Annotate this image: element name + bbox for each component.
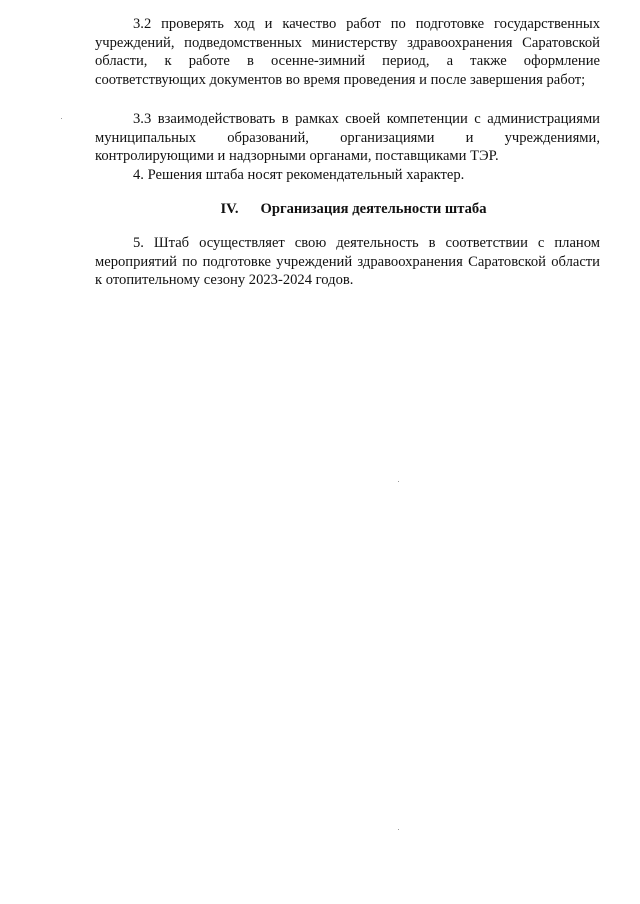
paragraph-5: 5. Штаб осуществляет свою деятельность в соответствии с планом мероприятий по подготовке учреждений здравоохранения Саратовской области к отопительному сезону 2023-2024 годов. [95, 235, 600, 289]
section-title: Организация деятельности штаба [260, 201, 487, 217]
paragraph-3-3: 3.3 взаимодействовать в рамках своей компетенции с администрациями муниципальных образований, организациями и учреждениями, контролирующими и надзорными органами, поставщиками ТЭР. [95, 111, 600, 165]
section-heading [95, 200, 600, 219]
section-number: IV. [220, 201, 239, 217]
paragraph-4: 4. Решения штаба носят рекомендательный характер. [133, 167, 465, 183]
scan-speck [398, 481, 399, 482]
scan-speck [398, 829, 399, 830]
paragraph-3-2: 3.2 проверять ход и качество работ по подготовке государственных учреждений, подведомственных министерству здравоохранения Саратовской области, к работе в осенне-зимний период, а также оформление соответствующих документов во время проведения и после завершения работ; [95, 16, 600, 88]
scan-speck [61, 118, 62, 119]
